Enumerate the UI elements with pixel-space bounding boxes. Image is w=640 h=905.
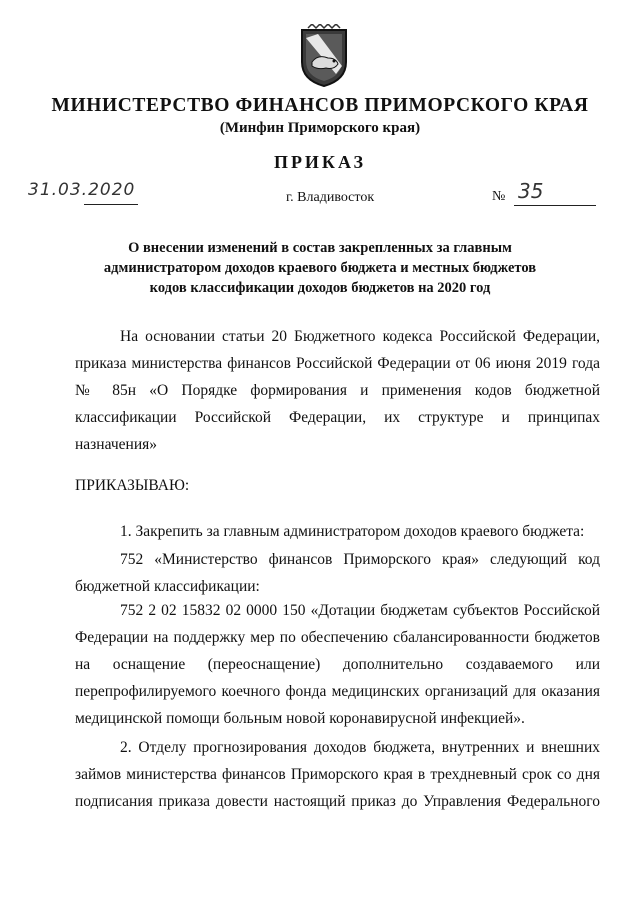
basis-paragraph: На основании статьи 20 Бюджетного кодекса Российской Федерации, приказа министерства финансов Российской Федерации от 06 июня 2019 года № 85н «О Порядке формирования и применения кодов бюджетной классификации Российской Федерации, их структуре и принципах назначения» <box>75 328 600 453</box>
date-underline <box>84 204 138 205</box>
order-item-1: 1. Закрепить за главным администратором доходов краевого бюджета: <box>120 523 585 540</box>
coat-of-arms-icon <box>298 24 350 88</box>
order-title: О внесении изменений в состав закрепленных за главным администратором доходов краевого бюджета и местных бюджетов кодов классификации доходов бюджетов на 2020 год <box>103 240 537 296</box>
order-date <box>20 180 140 208</box>
order-number <box>492 179 602 210</box>
order-date-value: 31.03.2020 <box>28 180 136 200</box>
ministry-short-name: (Минфин Приморского края) <box>219 120 421 136</box>
order-number-value: 35 <box>518 179 544 203</box>
order-item-1-code-admin: 752 «Министерство финансов Приморского края» следующий код бюджетной классификации: <box>75 551 600 595</box>
order-city: г. Владивосток <box>286 190 375 205</box>
number-underline <box>514 205 596 206</box>
ministry-name: МИНИСТЕРСТВО ФИНАНСОВ ПРИМОРСКОГО КРАЯ <box>51 95 589 116</box>
order-item-2: 2. Отделу прогнозирования доходов бюджета, внутренних и внешних займов министерства финансов Приморского края в трехдневный срок со дня подписания приказа довести настоящий приказ до Управления Федерального <box>75 739 600 810</box>
order-number-label: № <box>492 189 506 204</box>
order-item-1-code: 752 2 02 15832 02 0000 150 «Дотации бюджетам субъектов Российской Федерации на поддержку мер по обеспечению сбалансированности бюджетов на оснащение (переоснащение) дополнительно создаваемого или перепрофилируемого коечного фонда медицинских организаций для оказания медицинской помощи больным новой коронавирусной инфекцией». <box>75 602 600 727</box>
orders-heading: ПРИКАЗЫВАЮ: <box>75 477 190 494</box>
document-type: ПРИКАЗ <box>273 152 367 172</box>
